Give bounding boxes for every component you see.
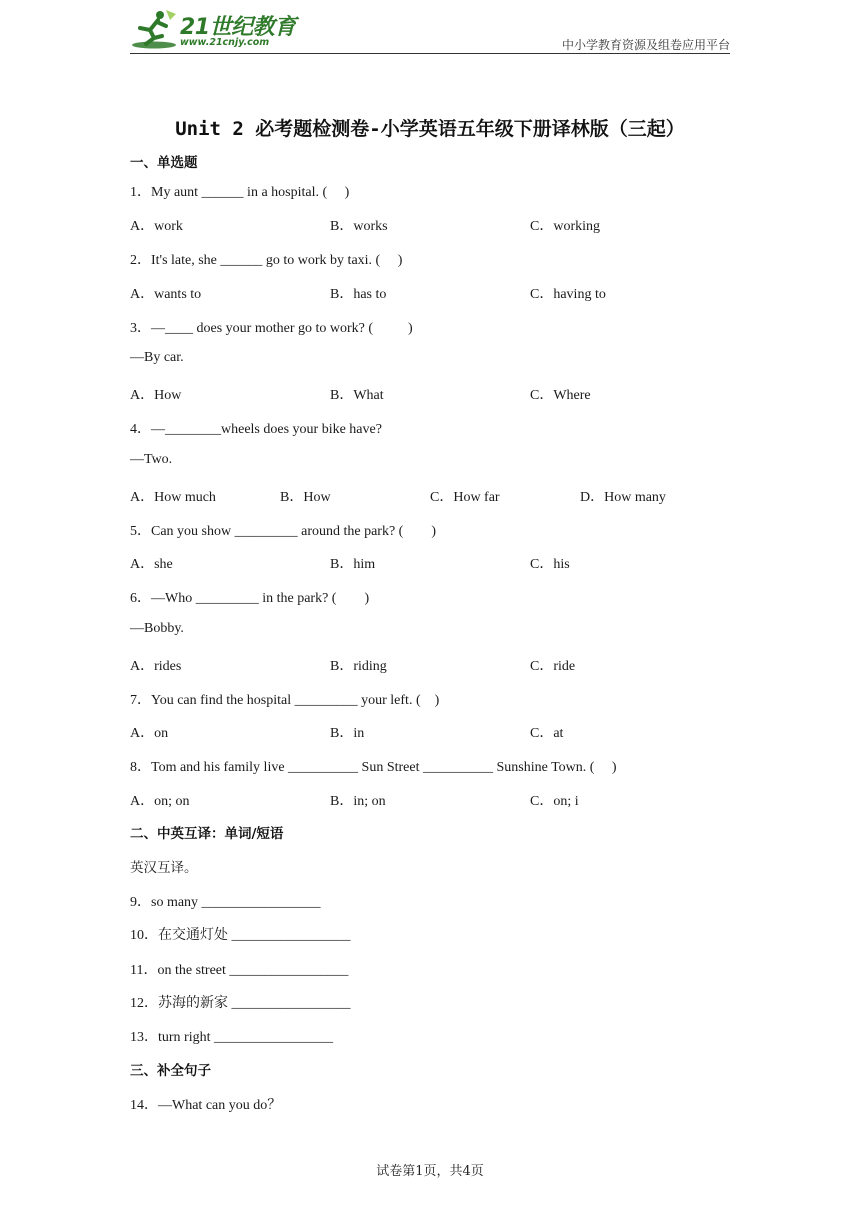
section-heading-complete-sentences: 三、补全句子 [130,1063,211,1079]
runner-logo-icon [130,8,178,50]
q5-option-a: A．she [130,557,173,572]
q4-option-a: A．How much [130,490,216,505]
q4-option-b: B．How [280,490,331,505]
q7-option-b: B．in [330,726,365,741]
q6-option-a: A．rides [130,659,182,674]
header-platform-text: 中小学教育资源及组卷应用平台 [561,38,730,52]
q8-option-b: B．in; on [330,794,386,809]
page-title: Unit 2 必考题检测卷-小学英语五年级下册译林版（三起） [175,118,685,140]
question-7: 7．You can find the hospital _________ your left. ( ) [130,693,440,708]
question-12: 12．苏海的新家 _________________ [130,996,351,1011]
q8-option-c: C．on; i [530,794,579,809]
question-9: 9．so many _________________ [130,895,321,910]
q2-option-c: C．having to [530,287,606,302]
question-10: 10．在交通灯处 _________________ [130,928,351,943]
q1-option-c: C．working [530,219,600,234]
q5-option-c: C．his [530,557,570,572]
q4-option-c: C．How far [430,490,500,505]
q7-option-c: C．at [530,726,564,741]
question-6: 6．—Who _________ in the park? ( ) [130,591,370,606]
question-4: 4．—________wheels does your bike have? [130,422,382,437]
q5-option-b: B．him [330,557,376,572]
question-13: 13．turn right _________________ [130,1030,333,1045]
question-3-reply: —By car. [130,350,184,365]
question-6-reply: —Bobby. [130,621,184,636]
page-footer: 试卷第1页，共4页 [376,1164,484,1179]
q7-option-a: A．on [130,726,169,741]
logo-text: 21世纪教育 [180,15,296,40]
logo [130,8,310,50]
question-11: 11．on the street _________________ [130,963,349,978]
question-5: 5．Can you show _________ around the park? ( ) [130,524,437,539]
question-1: 1．My aunt ______ in a hospital. ( ) [130,185,350,200]
q3-option-c: C．Where [530,388,591,403]
q1-option-a: A．work [130,219,183,234]
question-8: 8．Tom and his family live __________ Sun Street __________ Sunshine Town. ( ) [130,760,617,775]
question-14: 14．—What can you do？ [130,1098,282,1113]
q1-option-b: B．works [330,219,388,234]
q8-option-a: A．on; on [130,794,190,809]
q4-option-d: D．How many [580,490,666,505]
question-3: 3．—____ does your mother go to work? ( ) [130,321,413,336]
q2-option-b: B．has to [330,287,387,302]
section-heading-translation: 二、中英互译：单词/短语 [130,826,284,842]
question-4-reply: —Two. [130,452,173,467]
q2-option-a: A．wants to [130,287,202,302]
q6-option-b: B．riding [330,659,387,674]
q3-option-a: A．How [130,388,182,403]
q3-option-b: B．What [330,388,384,403]
logo-url: www.21cnjy.com [180,37,270,48]
q6-option-c: C．ride [530,659,576,674]
header-divider [130,53,730,54]
section-heading-single-choice: 一、单选题 [130,155,198,171]
question-2: 2．It's late, she ______ go to work by taxi. ( ) [130,253,403,268]
translation-instructions: 英汉互译。 [130,860,198,876]
